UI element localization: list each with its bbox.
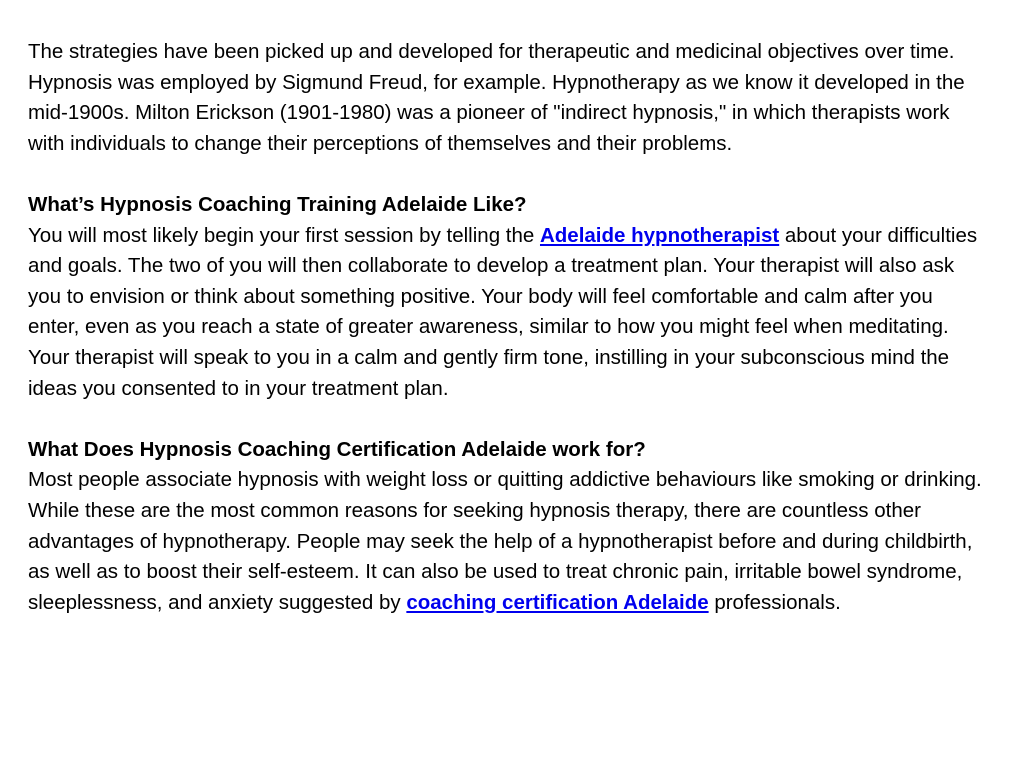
paragraph-text: professionals.: [708, 590, 841, 614]
section-paragraph-what-does-work-for: [28, 465, 988, 618]
section-heading-what-is-like: What’s Hypnosis Coaching Training Adelaide Like?: [28, 192, 527, 216]
section-heading-what-does-work-for: What Does Hypnosis Coaching Certification Adelaide work for?: [28, 437, 646, 461]
intro-paragraph: The strategies have been picked up and developed for therapeutic and medicinal objectives over time. Hypnosis was employed by Sigmund Freud, for example. Hypnotherapy as we know it developed in the mid-1900s. Milton Erickson (1901-1980) was a pioneer of "indirect hypnosis," in which therapists work with individuals to change their perceptions of themselves and their problems.: [28, 40, 965, 155]
adelaide-hypnotherapist-link[interactable]: Adelaide hypnotherapist: [539, 223, 780, 247]
paragraph-text: about your difficulties and goals. The two of you will then collaborate to develop a treatment plan. Your therapist will also ask you to envision or think about something positive. Your body will feel comfortable and calm after you enter, even as you reach a state of greater awareness, similar to how you might feel when meditating. Your therapist will speak to you in a calm and gently firm tone, instilling in your subconscious mind the ideas you consented to in your treatment plan.: [28, 223, 978, 400]
coaching-certification-adelaide-link[interactable]: coaching certification Adelaide: [406, 590, 709, 614]
section-paragraph-what-is-like: [28, 221, 988, 405]
paragraph-spacer: [28, 404, 988, 435]
paragraph-text: Most people associate hypnosis with weight loss or quitting addictive behaviours like smoking or drinking. While these are the most common reasons for seeking hypnosis therapy, there are countless other advantages of hypnotherapy. People may seek the help of a hypnotherapist before and during childbirth, as well as to boost their self-esteem. It can also be used to treat chronic pain, irritable bowel syndrome, sleeplessness, and anxiety suggested by: [28, 468, 982, 614]
paragraph-text: You will most likely begin your first session by telling the: [28, 223, 540, 247]
document-body: [28, 37, 988, 618]
paragraph-spacer: [28, 159, 988, 190]
